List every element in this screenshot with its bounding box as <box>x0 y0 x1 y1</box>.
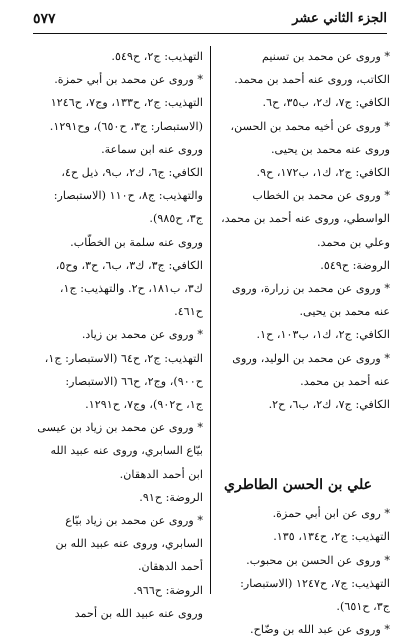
text-line: التهذيب: ج٢، ح٥٤٩. <box>111 50 203 63</box>
text-line: (الاستبصار: ج٣، ح٦٥٠)، وح١٢٩١. <box>49 119 203 133</box>
page-number: ٥٧٧ <box>33 11 56 27</box>
text-line: * وروى عن محمد بن زياد بيّاع <box>65 514 203 528</box>
text-line: * وروى عن محمد بن أبي حمزة. <box>54 73 203 87</box>
text-line: وروى عنه سلمة بن الخطّاب. <box>70 235 203 249</box>
text-line: التهذيب: ج٢، ح١٣٣، وج٧، ح١٢٤٦ <box>50 96 203 110</box>
text-line: والتهذيب: ج٨، ح١١٠ (الاستبصار: <box>53 189 203 203</box>
text-line: الواسطي، وروى عنه أحمد بن محمد، <box>221 212 390 226</box>
text-line: ح٤٦١. <box>174 305 203 319</box>
text-line: أحمد الدهقان. <box>137 560 203 574</box>
text-line: التهذيب: ج٢، ح١٣٤، ١٣٥. <box>273 530 390 544</box>
text-line: الكاتب، وروى عنه أحمد بن محمد. <box>234 73 390 87</box>
text-line: * وروى عن محمد بن زياد بن عيسى <box>37 421 203 435</box>
text-line: ك٣، ب١٨١، ح٢. والتهذيب: ج١، <box>59 282 203 296</box>
text-line: * وروى عن أخيه محمد بن الحسن، <box>230 119 390 133</box>
text-line: ح٩٠٠)، وج٢، ح٦٦ (الاستبصار: <box>65 374 203 388</box>
text-line: الروضة: ح٩٦٦. <box>133 583 203 597</box>
text-line: الكافي: ج٢، ك١، ب١٧٢، ح٩. <box>256 166 390 180</box>
text-line: عنه محمد بن يحيى. <box>299 305 390 319</box>
running-title: الجزء الثاني عشر <box>292 11 387 26</box>
text-line: التهذيب: ج٧، ح١٢٤٧ (الاستبصار: <box>240 576 390 590</box>
text-line: وروى عنه عبيد الله بن أحمد <box>74 606 203 620</box>
text-line: ج٣، ح٦٥١). <box>336 600 390 614</box>
text-line: ج٣، ح٩٨٥). <box>149 212 203 226</box>
text-line: وروى عنه ابن سماعة. <box>101 142 203 156</box>
section-heading: علي بن الحسن الطاطري <box>224 477 372 494</box>
text-line: وروى عنه محمد بن يحيى. <box>270 142 390 156</box>
text-line: * وروى عن محمد بن الوليد، وروى <box>232 351 390 365</box>
text-line: ج١، ح٩٠٢)، وج٧، ح١٢٩١. <box>85 398 203 412</box>
text-line: الكافي: ج٣، ك٣، ب٦، ح٣، وح٥، <box>55 258 203 272</box>
text-line: * وروى عن الحسن بن محبوب. <box>246 553 390 567</box>
text-line: عنه أحمد بن محمد. <box>300 374 390 388</box>
text-line: الكافي: ج٦، ك٢، ب٩، ذيل ح٤، <box>61 166 203 180</box>
text-line: الكافي: ج٧، ك٢، ب٦، ح٢. <box>268 398 390 412</box>
section-gap <box>206 416 390 472</box>
text-line: بيّاع السابري، وروى عنه عبيد الله <box>50 444 203 458</box>
text-line: * وروى عن محمد بن الخطاب <box>252 189 390 203</box>
text-line: الروضة: ح٥٤٩. <box>320 258 390 272</box>
text-line: الكافي: ج٧، ك٢، ب٣٥، ح٦. <box>262 96 390 110</box>
text-line: * وروى عن محمد بن تسنيم <box>261 50 390 63</box>
left-column <box>33 45 203 625</box>
text-line: * روى عن ابن أبي حمزة. <box>272 507 390 521</box>
text-line: وعلي بن محمد. <box>317 235 390 249</box>
text-line: ابن أحمد الدهقان. <box>119 467 203 481</box>
text-line: * وروى عن عبد الله بن وضّاح. <box>250 623 390 637</box>
right-column <box>206 45 390 641</box>
text-line: التهذيب: ج٢، ح٦٤ (الاستبصار: ج١، <box>44 351 203 365</box>
text-line: * وروى عن محمد بن زرارة، وروى <box>231 282 390 296</box>
text-line: الكافي: ج٢، ك١، ب١٠٣، ح١. <box>256 328 390 342</box>
text-line: الروضة: ح٩١. <box>139 490 203 504</box>
page-header <box>33 11 387 34</box>
text-line: السابري، وروى عنه عبيد الله بن <box>55 537 203 551</box>
text-line: * وروى عن محمد بن زياد. <box>81 328 203 342</box>
